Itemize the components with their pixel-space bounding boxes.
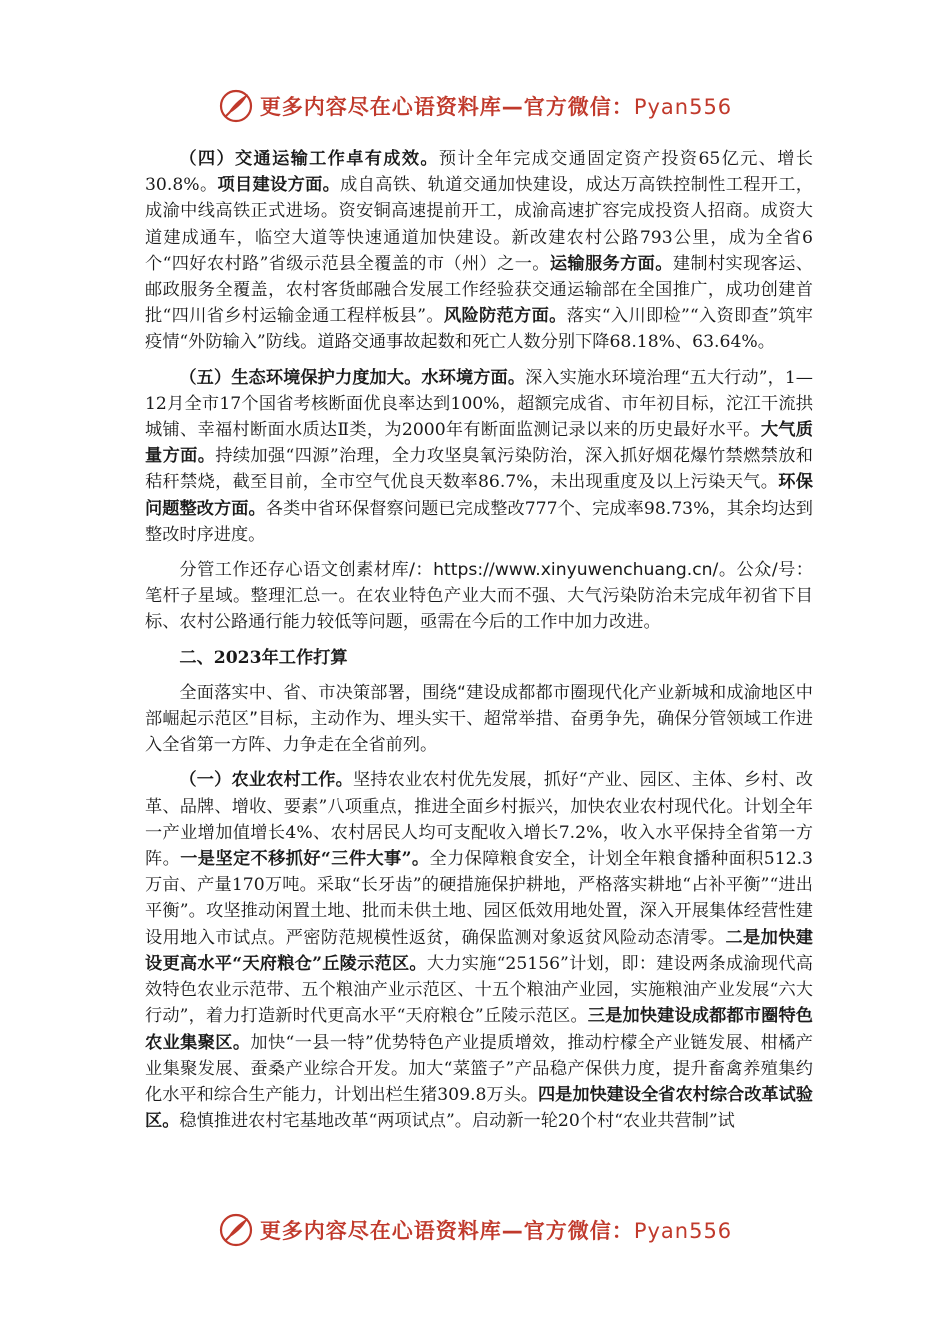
paragraph-transport: （四）交通运输工作卓有成效。预计全年完成交通固定资产投资65亿元、增长30.8%。项目建设方面。成自高铁、轨道交通加快建设，成达万高铁控制性工程开工，成渝中线高铁正式进场。资安铜高速提前开工，成渝高速扩容完成投资人招商。成资大道建成通车，临空大道等快速通道加快建设。新改建农村公路793公里，成为全省6个“四好农村路”省级示范县全覆盖的市（州）之一。运输服务方面。建制村实现客运、邮政服务全覆盖，农村客货邮融合发展工作经验获交通运输部在全国推广，成功创建首批“四川省乡村运输金通工程样板县”。风险防范方面。落实“入川即检”“入资即查”筑牢疫情“外防输入”防线。道路交通事故起数和死亡人数分别下降68.18%、63.64%。 [145, 149, 813, 353]
paragraph-intro: 全面落实中、省、市决策部署，围绕“建设成都都市圈现代化产业新城和成渝地区中部崛起示范区”目标，主动作为、埋头实干、超常举措、奋勇争先，确保分管领域工作进入全省第一方阵、力争走在全省前列。 [145, 682, 813, 756]
header-banner [0, 86, 950, 126]
section-heading: （五）生态环境保护力度加大。 [179, 367, 422, 388]
section-title-2023: 二、2023年工作打算 [179, 647, 348, 668]
banner-text: 更多内容尽在心语资料库—官方微信：Pyan556 [259, 95, 733, 119]
quill-pen-icon [218, 1212, 254, 1248]
paragraph-agriculture: （一）农业农村工作。坚持农业农村优先发展，抓好“产业、园区、主体、乡村、改革、品牌、增收、要素”八项重点，推进全面乡村振兴，加快农业农村现代化。计划全年一产业增加值增长4%、农村居民人均可支配收入增长7.2%，收入水平保持全省第一方阵。一是坚定不移抓好“三件大事”。全力保障粮食安全，计划全年粮食播种面积512.3万亩、产量170万吨。采取“长牙齿”的硬措施保护耕地，严格落实耕地“占补平衡”“进出平衡”。攻坚推动闲置土地、批而未供土地、园区低效用地处置，深入开展集体经营性建设用地入市试点。严密防范规模性返贫，确保监测对象返贫风险动态清零。二是加快建设更高水平“天府粮仓”丘陵示范区。大力实施“25156”计划，即：建设两条成渝现代高效特色农业示范带、五个粮油产业示范区、十五个粮油产业园，实施粮油产业发展“六大行动”，着力打造新时代更高水平“天府粮仓”丘陵示范区。三是加快建设成都都市圈特色农业集聚区。加快“一县一特”优势特色产业提质增效，推动柠檬全产业链发展、柑橘产业集聚发展、蚕桑产业综合开发。加大“菜篮子”产品稳产保供力度，提升畜禽养殖集约化水平和综合生产能力，计划出栏生猪309.8万头。四是加快建设全省农村综合改革试验区。稳慎推进农村宅基地改革“两项试点”。启动新一轮20个村“农业共营制”试 [145, 770, 813, 1132]
quill-pen-icon [218, 88, 254, 124]
banner-handle: Pyan556 [633, 1219, 733, 1243]
footer-banner [0, 1210, 950, 1250]
section-heading: （一）农业农村工作。 [179, 770, 353, 791]
paragraph-ecology: （五）生态环境保护力度加大。水环境方面。深入实施水环境治理“五大行动”，1—12月全市17个国省考核断面优良率达到100%，超额完成省、市年初目标，沱江干流拱城铺、幸福村断面水质达Ⅱ类，为2000年有断面监测记录以来的历史最好水平。大气质量方面。持续加强“四源”治理，全力攻坚臭氧污染防治，深入抓好烟花爆竹禁燃禁放和秸秆禁烧，截至目前，全市空气优良天数率86.7%，未出现重度及以上污染天气。环保问题整改方面。各类中省环保督察问题已完成整改777个、完成率98.73%，其余均达到整改时序进度。 [145, 367, 813, 545]
document-body [145, 146, 813, 1143]
banner-handle: Pyan556 [633, 95, 733, 119]
paragraph-issues: 分管工作还存心语文创素材库/：https://www.xinyuwenchuang.cn/。公众/号：笔杆子星域。整理汇总一。在农业特色产业大而不强、大气污染防治未完成年初省下目标、农村公路通行能力较低等问题，亟需在今后的工作中加力改进。 [145, 560, 813, 633]
banner-text: 更多内容尽在心语资料库—官方微信：Pyan556 [259, 1219, 733, 1243]
section-heading: （四）交通运输工作卓有成效。 [179, 149, 439, 169]
